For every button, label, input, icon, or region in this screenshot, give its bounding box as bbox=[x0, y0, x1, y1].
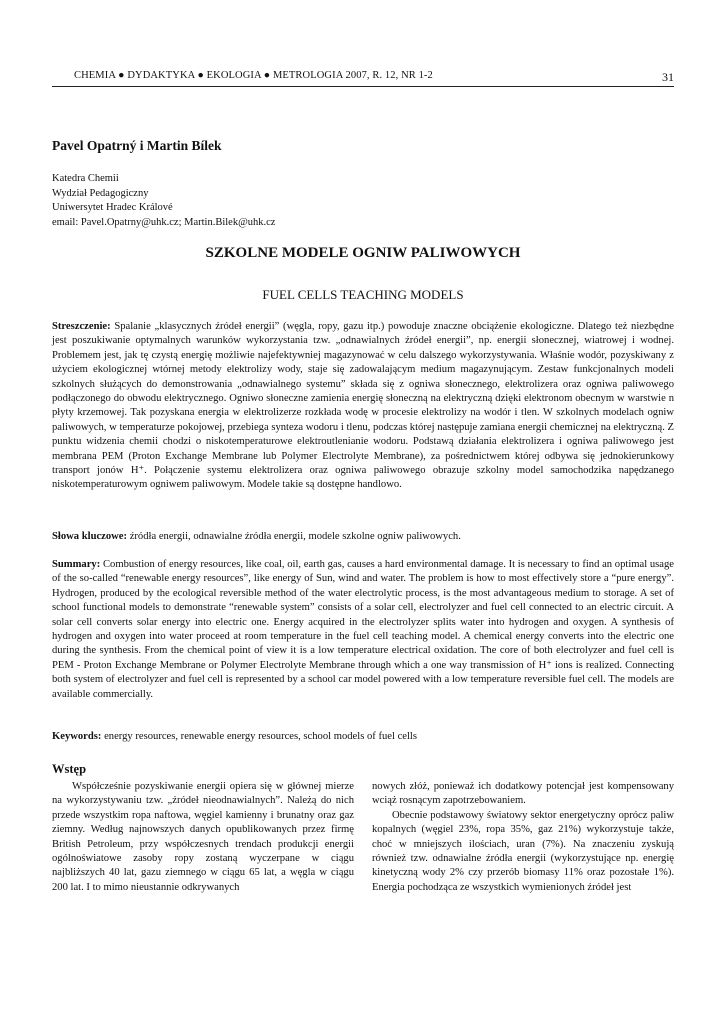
affiliation-line: Katedra Chemii bbox=[52, 173, 119, 184]
authors: Pavel Opatrný i Martin Bílek bbox=[52, 138, 222, 153]
keywords-text: energy resources, renewable energy resources, school models of fuel cells bbox=[104, 731, 417, 742]
abstract-polish bbox=[52, 320, 674, 493]
abstract-english bbox=[52, 558, 674, 702]
affiliation-line: Wydział Pedagogiczny bbox=[52, 187, 149, 199]
affiliation bbox=[52, 172, 275, 230]
keywords-text: źródła energii, odnawialne źródła energii, modele szkolne ogniw paliwowych. bbox=[129, 531, 461, 542]
abstract-text: Spalanie „klasycznych źródeł energii” (węgla, ropy, gazu itp.) powoduje znaczne obciążenie ekologiczne. Dlatego też niezbędne jest poszukiwanie optymalnych warunków wykorzystania tzw. „odnawialnych źródeł energii”, np. energii słonecznej, wiatrowej i wodnej. Problemem jest, jak tę czystą energię możliwie najefektywniej magazynować w celu dalszego wykorzystywania. Właśnie wodór, pozyskiwany z użyciem ekologicznej wtórnej metody elektrolizy wody, staje się zadowalającym medium magazynującym. Zestaw funkcjonalnych modeli szkolnych służących do demonstrowania „odnawialnego systemu” składa się z ogniwa słonecznego, elektrolizera oraz ogniwa paliwowego podłączonego do obwodu elektrycznego. Ogniwo słoneczne zamienia energię słoneczną na elektryczną dzięki elektronom obecnym w warstwie n płyty krzemowej. Tak pozyskana energia w elektrolizerze rozkłada wodę w procesie elektrolizy na wodór i tlen. W szkolnych modelach ogniw paliwowych, w temperaturze pokojowej, przebiega synteza wodoru i tlenu, podczas której następuje zamiana energii chemicznej na elektryczną. Z punktu widzenia chemii chodzi o niskotemperaturowe elektroutlenianie wodoru. Podstawą działania elektrolizera i ogniwa paliwowego jest membrana PEM (Proton Exchange Membrane lub Polymer Electrolyte Membrane), za pośrednictwem której odbywa się jednokierunkowy transport jonów H⁺. Połączenie systemu elektrolizera oraz ogniwa paliwowego obrazuje szkolny model samochodzika napędzanego niskotemperaturowym ogniwem paliwowym. Modele takie są dostępne handlowo. bbox=[52, 321, 674, 491]
article-subtitle: FUEL CELLS TEACHING MODELS bbox=[262, 287, 464, 302]
author-email: email: Pavel.Opatrny@uhk.cz; Martin.Bilek@uhk.cz bbox=[52, 216, 276, 228]
header-rule bbox=[52, 86, 674, 87]
keywords-label: Keywords: bbox=[52, 731, 102, 742]
body-column-right bbox=[372, 780, 674, 895]
body-paragraph: Współcześnie pozyskiwanie energii opiera się w głównej mierze na wykorzystywaniu tzw. „źródeł nieodnawialnych”. Należą do nich przede wszystkim ropa naftowa, węgiel kamienny i brunatny oraz gaz ziemny. Według najnowszych danych opublikowanych przez firmę British Petroleum, przy współczesnych trendach produkcji energii ogólnoświatowe zasoby ropy zostaną wyczerpane w ciągu najbliższych 40 lat, gazu ziemnego w ciągu 65 lat, a węgla w ciągu 200 lat. I to mimo nieustannie odkrywanych bbox=[52, 781, 354, 893]
body-paragraph: nowych złóż, ponieważ ich dodatkowy potencjał jest kompensowany wciąż rosnącym zapotrzebowaniem. bbox=[372, 781, 674, 807]
abstract-label: Streszczenie: bbox=[52, 321, 111, 332]
running-head: CHEMIA ● DYDAKTYKA ● EKOLOGIA ● METROLOGIA 2007, R. 12, NR 1-2 bbox=[74, 70, 433, 81]
summary-text: Combustion of energy resources, like coal, oil, earth gas, causes a hard environmental damage. It is necessary to find an optimal usage of the so-called “renewable energy resources”, like energy of Sun, wind and water. The problem is how to most effectively store a “pure energy”. Hydrogen, produced by the ecological reversible method of the water electrolytic process, is the most advantageous medium to storage. A set of school functional models to demonstrate “renewable system” consists of a solar cell, electrolyzer and fuel cell connected to an electric circuit. A solar cell converts solar energy into electric one. Energy acquired in the electrolyzer splits water into hydrogen and oxygen. A synthesis of hydrogen and oxygen into water proceed at room temperature in the fuel cell teaching model. A chemical energy converts into the electric one during the synthesis. From the chemical point of view it is a low temperature electrical oxidation. The core of both electrolyzer and fuel cell is PEM - Proton Exchange Membrane or Polymer Electrolyte Membrane through which a one way transmission of H⁺ ions is realized. Connecting both system of electrolyzer and fuel cell is represented by a school car model powered with a low temperature reversible fuel cell. The models are available commercially. bbox=[52, 559, 674, 700]
section-heading: Wstęp bbox=[52, 762, 87, 776]
affiliation-line: Uniwersytet Hradec Králové bbox=[52, 202, 173, 213]
keywords-polish bbox=[52, 530, 674, 544]
page-number: 31 bbox=[662, 70, 674, 84]
summary-label: Summary: bbox=[52, 559, 101, 570]
keywords-label: Słowa kluczowe: bbox=[52, 531, 128, 542]
article-title: SZKOLNE MODELE OGNIW PALIWOWYCH bbox=[205, 245, 521, 261]
keywords-english bbox=[52, 730, 674, 744]
body-paragraph: Obecnie podstawowy światowy sektor energetyczny oprócz paliw kopalnych (węgiel 23%, ropa 35%, gaz 21%) wykorzystuje także, choć w mniejszych ilościach, uran (7%). Na znaczeniu zyskują również tzw. odnawialne źródła energii (wykorzystujące np. energię kinetyczną wody 2% czy przerób biomasy 11% oraz pozostałe 1%). Energia pochodząca ze wszystkich wymienionych źródeł jest bbox=[372, 809, 674, 893]
body-column-left bbox=[52, 780, 354, 895]
